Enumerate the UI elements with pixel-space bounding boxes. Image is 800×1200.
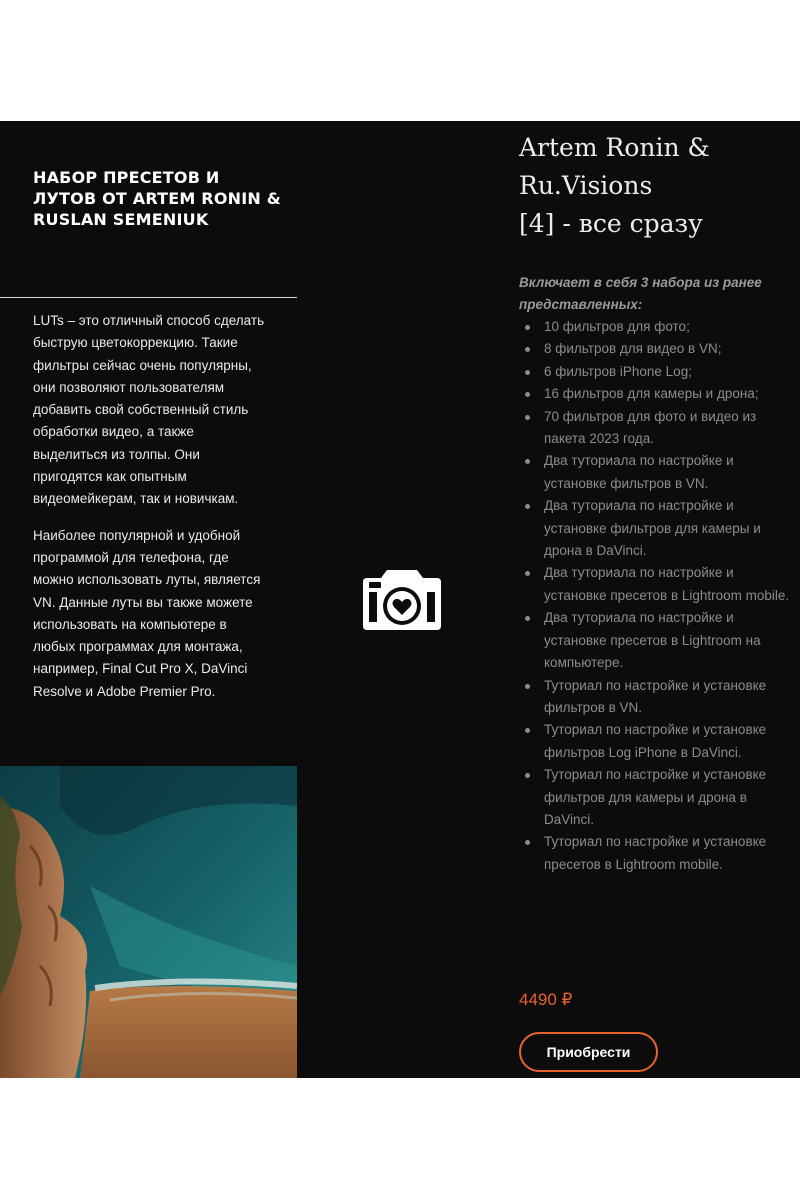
list-item — [519, 361, 794, 383]
list-item — [519, 831, 794, 876]
list-item — [519, 675, 794, 720]
list-item — [519, 764, 794, 831]
bullet-icon — [525, 773, 530, 778]
list-item — [519, 495, 794, 562]
description-paragraph-2: Наиболее популярной и удобной программой для телефона, где можно использовать луты, является VN. Данные луты вы также можете использовать на компьютере в любых программах для монтажа, например, Final Cut Pro X, DaVinci Resolve и Adobe Premier Pro. — [33, 527, 261, 699]
list-item-text: 6 фильтров iPhone Log; — [544, 363, 692, 379]
bullet-icon — [525, 459, 530, 464]
divider — [0, 297, 297, 298]
product-title-line-3: [4] - все сразу — [519, 209, 703, 238]
list-item-text: 8 фильтров для видео в VN; — [544, 341, 722, 357]
list-item-text: 10 фильтров для фото; — [544, 319, 690, 334]
list-item-text: 70 фильтров для фото и видео из пакета 2023 года. — [544, 408, 757, 447]
bullet-icon — [525, 325, 530, 330]
bullet-icon — [525, 347, 530, 352]
list-item — [519, 316, 794, 338]
bullet-icon — [525, 684, 530, 689]
set-title: НАБОР ПРЕСЕТОВ И ЛУТОВ ОТ ARTEM RONIN & RUSLAN SEMENIUK — [33, 168, 281, 229]
product-panel — [0, 121, 800, 1078]
bullet-icon — [525, 840, 530, 845]
description — [33, 310, 268, 717]
product-title-line-2: Ru.Visions — [519, 171, 653, 200]
list-item-text: Туториал по настройке и установке фильтров для камеры и дрона в DaVinci. — [544, 767, 767, 827]
product-title-line-1: Artem Ronin & — [519, 133, 710, 162]
price: 4490 ₽ — [519, 990, 573, 1009]
bullet-icon — [525, 370, 530, 375]
bullet-icon — [525, 728, 530, 733]
list-item-text: 16 фильтров для камеры и дрона; — [544, 386, 759, 402]
list-item-text: Два туториала по настройке и установке фильтров в VN. — [544, 453, 734, 491]
list-item-text: Два туториала по настройке и установке пресетов в Lightroom mobile. — [544, 565, 790, 603]
list-item-text: Два туториала по настройке и установке фильтров для камеры и дрона в DaVinci. — [544, 498, 761, 559]
bullet-icon — [525, 571, 530, 576]
list-item — [519, 338, 794, 360]
list-item — [519, 719, 794, 764]
list-item-text: Два туториала по настройке и установке пресетов в Lightroom на компьютере. — [544, 610, 761, 671]
coast-photo — [0, 766, 297, 1078]
includes-intro: Включает в себя 3 набора из ранее представленных: — [519, 275, 762, 313]
list-item-text: Туториал по настройке и установке фильтров в VN. — [544, 677, 767, 715]
buy-button[interactable]: Приобрести — [519, 1032, 658, 1072]
list-item — [519, 607, 794, 674]
bullet-icon — [525, 415, 530, 420]
list-item — [519, 383, 794, 405]
includes-list — [519, 316, 794, 876]
list-item-text: Туториал по настройке и установке фильтров Log iPhone в DaVinci. — [544, 722, 767, 760]
list-item — [519, 562, 794, 607]
camera-heart-icon — [361, 568, 443, 632]
description-paragraph-1: LUTs – это отличный способ сделать быструю цветокоррекцию. Такие фильтры сейчас очень популярны, они позволяют пользователям добавить свой собственный стиль обработки видео, а также выделиться из толпы. Они пригодятся как опытным видеомейкерам, так и новичкам. — [33, 313, 265, 507]
list-item — [519, 450, 794, 495]
list-item — [519, 406, 794, 451]
bullet-icon — [525, 616, 530, 621]
product-title — [519, 129, 789, 243]
bullet-icon — [525, 392, 530, 397]
bullet-icon — [525, 504, 530, 509]
list-item-text: Туториал по настройке и установке пресетов в Lightroom mobile. — [544, 834, 767, 872]
